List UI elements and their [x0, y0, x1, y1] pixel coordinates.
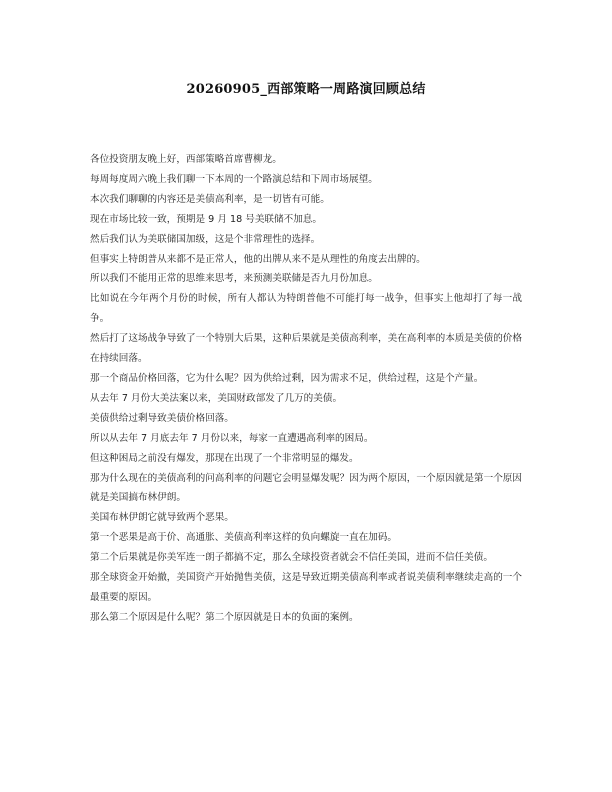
paragraph: 美债供给过剩导致美债价格回落。: [90, 412, 234, 424]
paragraph: 然后打了这场战争导致了一个特别大后果，这种后果就是美债高利率，美在高利率的本质是美债的价格在持续回落。: [90, 333, 522, 365]
document-body: [90, 150, 522, 628]
paragraph: 现在市场比较一致，预期是 9 月 18 号美联储不加息。: [90, 213, 322, 225]
document-title: 20260905_西部策略一周路演回顾总结: [186, 82, 426, 97]
paragraph: 所以从去年 7 月底去年 7 月份以来，每家一直遭遇高利率的困局。: [90, 432, 374, 444]
paragraph: 各位投资朋友晚上好，西部策略首席曹柳龙。: [90, 154, 282, 165]
paragraph: 那为什么现在的美债高利的问高利率的问题它会明显爆发呢？因为两个原因，一个原因就是第一个原因就是美国搞布林伊朗。: [90, 472, 522, 504]
paragraph: 第一个恶果是高于价、高通胀、美债高利率这样的负向螺旋一直在加码。: [90, 532, 397, 544]
paragraph: 那一个商品价格回落，它为什么呢？因为供给过剩，因为需求不足，供给过程，这是个产量。: [90, 372, 484, 384]
paragraph: 从去年 7 月份大美法案以来，美国财政部发了几万的美债。: [90, 392, 343, 404]
paragraph: 第二个后果就是你美军连一朗子都搞不定，那么全球投资者就会不信任美国，进而不信任美债。: [90, 552, 493, 564]
paragraph: 然后我们认为美联储国加级，这是个非常理性的选择。: [90, 233, 321, 245]
paragraph: 那全球资金开始撤，美国资产开始抛售美债，这是导致近期美债高利率或者说美债利率继续走高的一个最重要的原因。: [90, 572, 522, 603]
paragraph: 但这种困局之前没有爆发，那现在出现了一个非常明显的爆发。: [90, 452, 359, 464]
paragraph: 本次我们聊聊的内容还是美债高利率，是一切皆有可能。: [90, 193, 330, 205]
paragraph: 比如说在今年两个月份的时候，所有人都认为特朗普他不可能打每一战争，但事实上他却打了每一战争。: [90, 293, 522, 325]
paragraph: 所以我们不能用正常的思维来思考，来预测美联储是否九月份加息。: [90, 273, 378, 285]
paragraph: 那么第二个原因是什么呢？第二个原因就是日本的负面的案例。: [90, 611, 359, 623]
paragraph: 美国布林伊朗它就导致两个恶果。: [90, 512, 234, 524]
paragraph: 但事实上特朗普从来都不是正常人，他的出牌从来不是从理性的角度去出牌的。: [90, 253, 426, 265]
paragraph: 每周每度周六晚上我们聊一下本周的一个路演总结和下周市场展望。: [90, 173, 378, 185]
